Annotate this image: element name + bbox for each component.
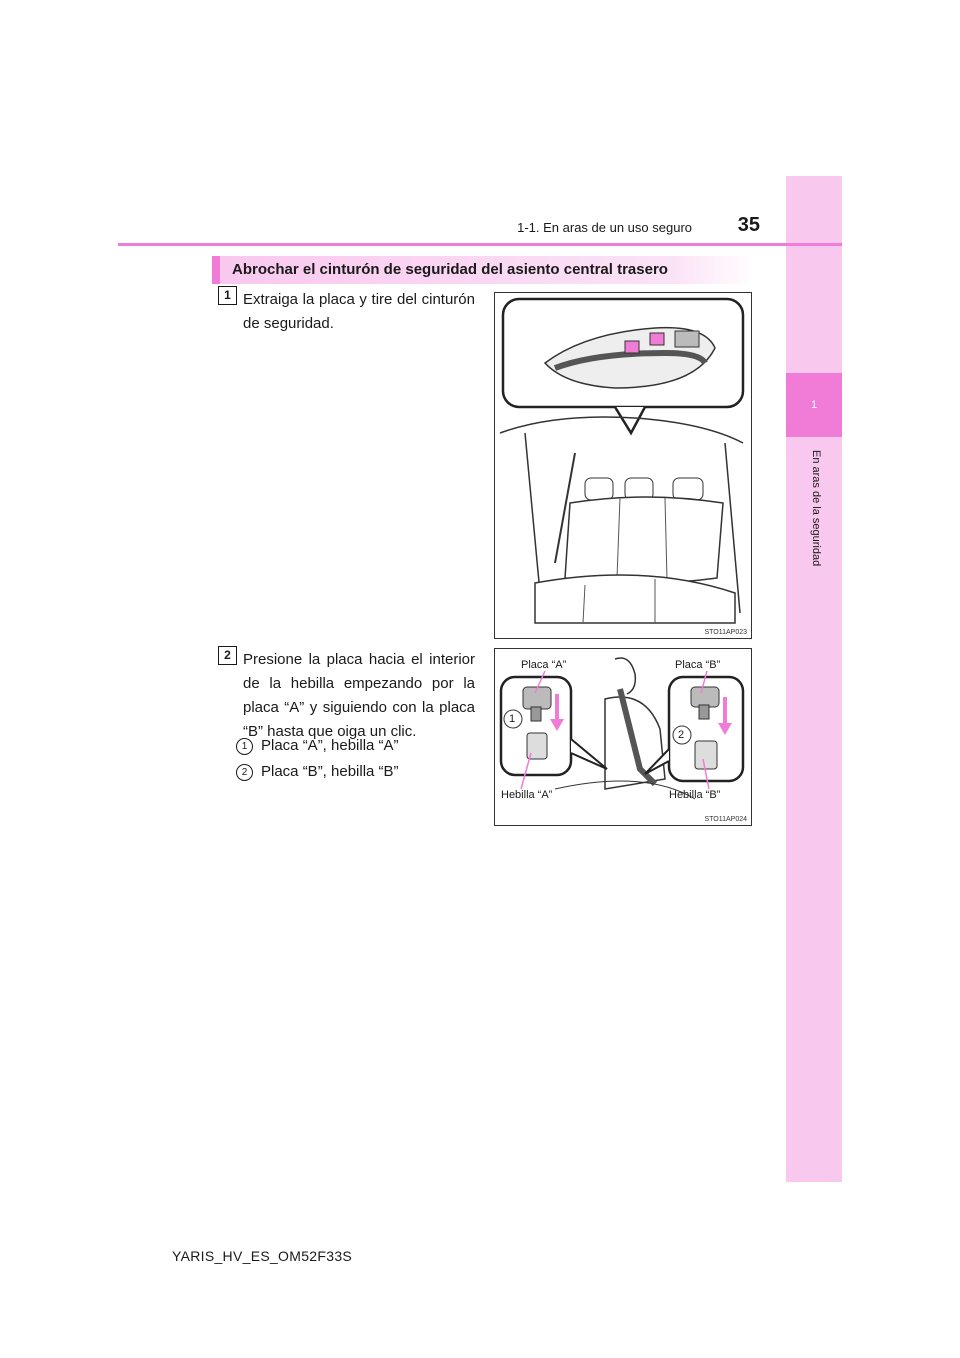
chapter-title: 1-1. En aras de un uso seguro bbox=[517, 220, 692, 235]
figure-2-id: STO11AP024 bbox=[704, 816, 747, 823]
step-1-badge: 1 bbox=[218, 286, 237, 305]
sub-item-1-text: Placa “A”, hebilla “A” bbox=[261, 737, 399, 754]
figure-1-id: STO11AP023 bbox=[704, 629, 747, 636]
side-tab bbox=[786, 176, 842, 1182]
label-placa-a: Placa “A” bbox=[521, 659, 567, 671]
step-2-text: Presione la placa hacia el interior de la hebilla empezando por la placa “A” y siguiendo con la placa “B” hasta que oiga un clic. bbox=[243, 651, 475, 740]
figure-buckle-sequence bbox=[494, 648, 752, 826]
label-hebilla-b: Hebilla “B” bbox=[669, 789, 721, 801]
step-2-badge: 2 bbox=[218, 646, 237, 665]
figure-rear-seat-belt bbox=[494, 292, 752, 639]
label-hebilla-a: Hebilla “A” bbox=[501, 789, 553, 801]
sub-item-1-number: 1 bbox=[236, 738, 253, 755]
step-1-text: Extraiga la placa y tire del cinturón de seguridad. bbox=[243, 291, 475, 332]
label-placa-b: Placa “B” bbox=[675, 659, 721, 671]
side-tab-number: 1 bbox=[786, 373, 842, 437]
sub-item-1 bbox=[236, 735, 399, 757]
section-title: Abrochar el cinturón de seguridad del asiento central trasero bbox=[232, 261, 668, 278]
sub-item-2 bbox=[236, 761, 399, 783]
document-code: YARIS_HV_ES_OM52F33S bbox=[172, 1248, 353, 1264]
callout-number-1: 1 bbox=[509, 713, 516, 725]
header-divider bbox=[118, 243, 842, 246]
side-tab-label: En aras de la seguridad bbox=[810, 450, 822, 567]
callout-number-2: 2 bbox=[678, 729, 685, 741]
rear-seat-illustration bbox=[495, 293, 751, 638]
section-heading-bar bbox=[212, 256, 756, 284]
page-number: 35 bbox=[737, 214, 760, 236]
sub-item-2-number: 2 bbox=[236, 764, 253, 781]
sub-item-2-text: Placa “B”, hebilla “B” bbox=[261, 763, 399, 780]
